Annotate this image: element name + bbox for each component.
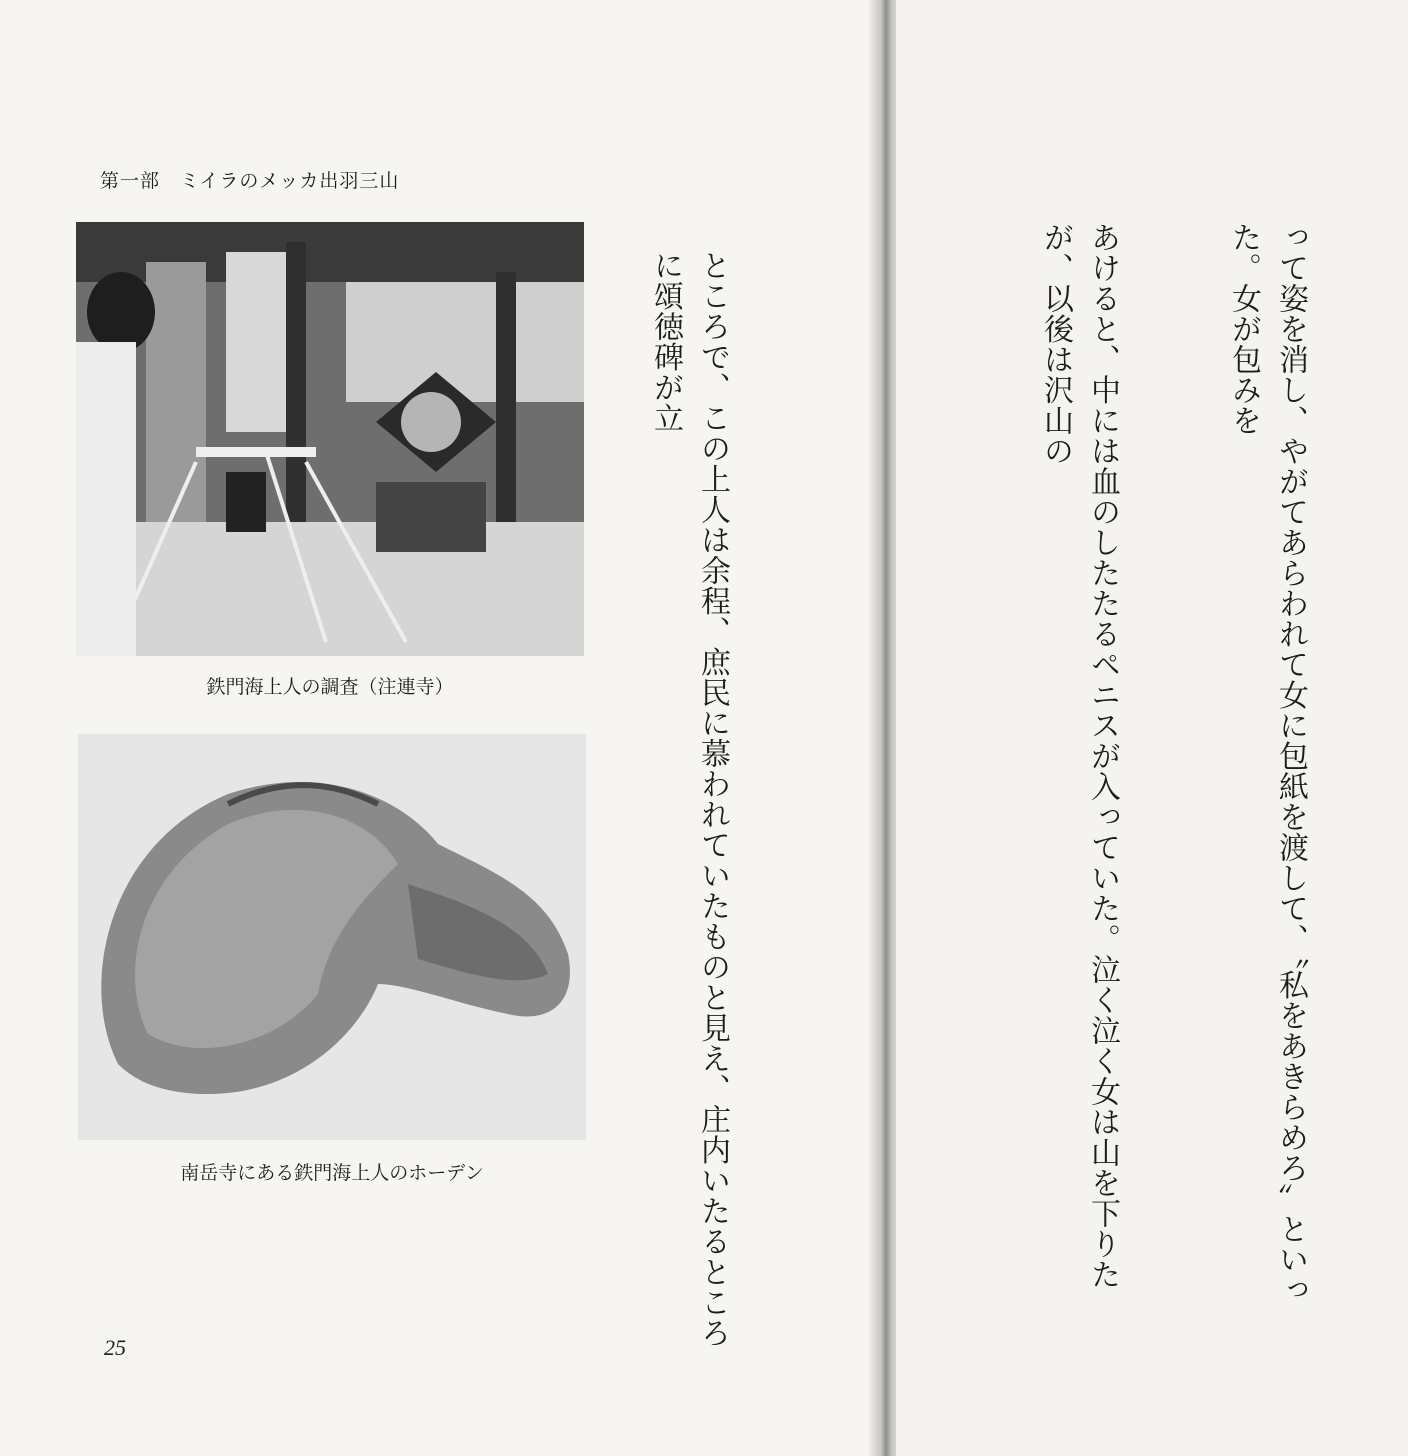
text-column: って姿を消し、やがてあらわれて女に包紙を渡して、〝私をあきらめろ〟といった。女が包みを (1226, 222, 1308, 1305)
photo-investigation (76, 222, 584, 656)
right-page (896, 0, 1408, 1456)
photo-hoden-image (78, 734, 586, 1140)
page-number: 25 (104, 1335, 126, 1360)
photo-investigation-caption: 鉄門海上人の調査（注連寺） (206, 676, 454, 698)
right-body-text (932, 222, 1408, 1332)
photo-investigation-image (76, 222, 584, 656)
text-column: ところで、この上人は余程、庶民に慕われていたものと見え、庄内いたるところに頌徳碑が立 (648, 250, 730, 1348)
photo-hoden (78, 734, 586, 1140)
text-column (932, 222, 938, 1332)
running-head: 第一部 ミイラのメッカ出羽三山 (100, 170, 400, 192)
text-column: あけると、中には血のしたたるペニスが入っていた。泣く泣く女は山を下りたが、以後は沢山の (1038, 222, 1120, 1290)
left-body-text (590, 250, 830, 1360)
photo-hoden-caption: 南岳寺にある鉄門海上人のホーデン (180, 1162, 484, 1184)
